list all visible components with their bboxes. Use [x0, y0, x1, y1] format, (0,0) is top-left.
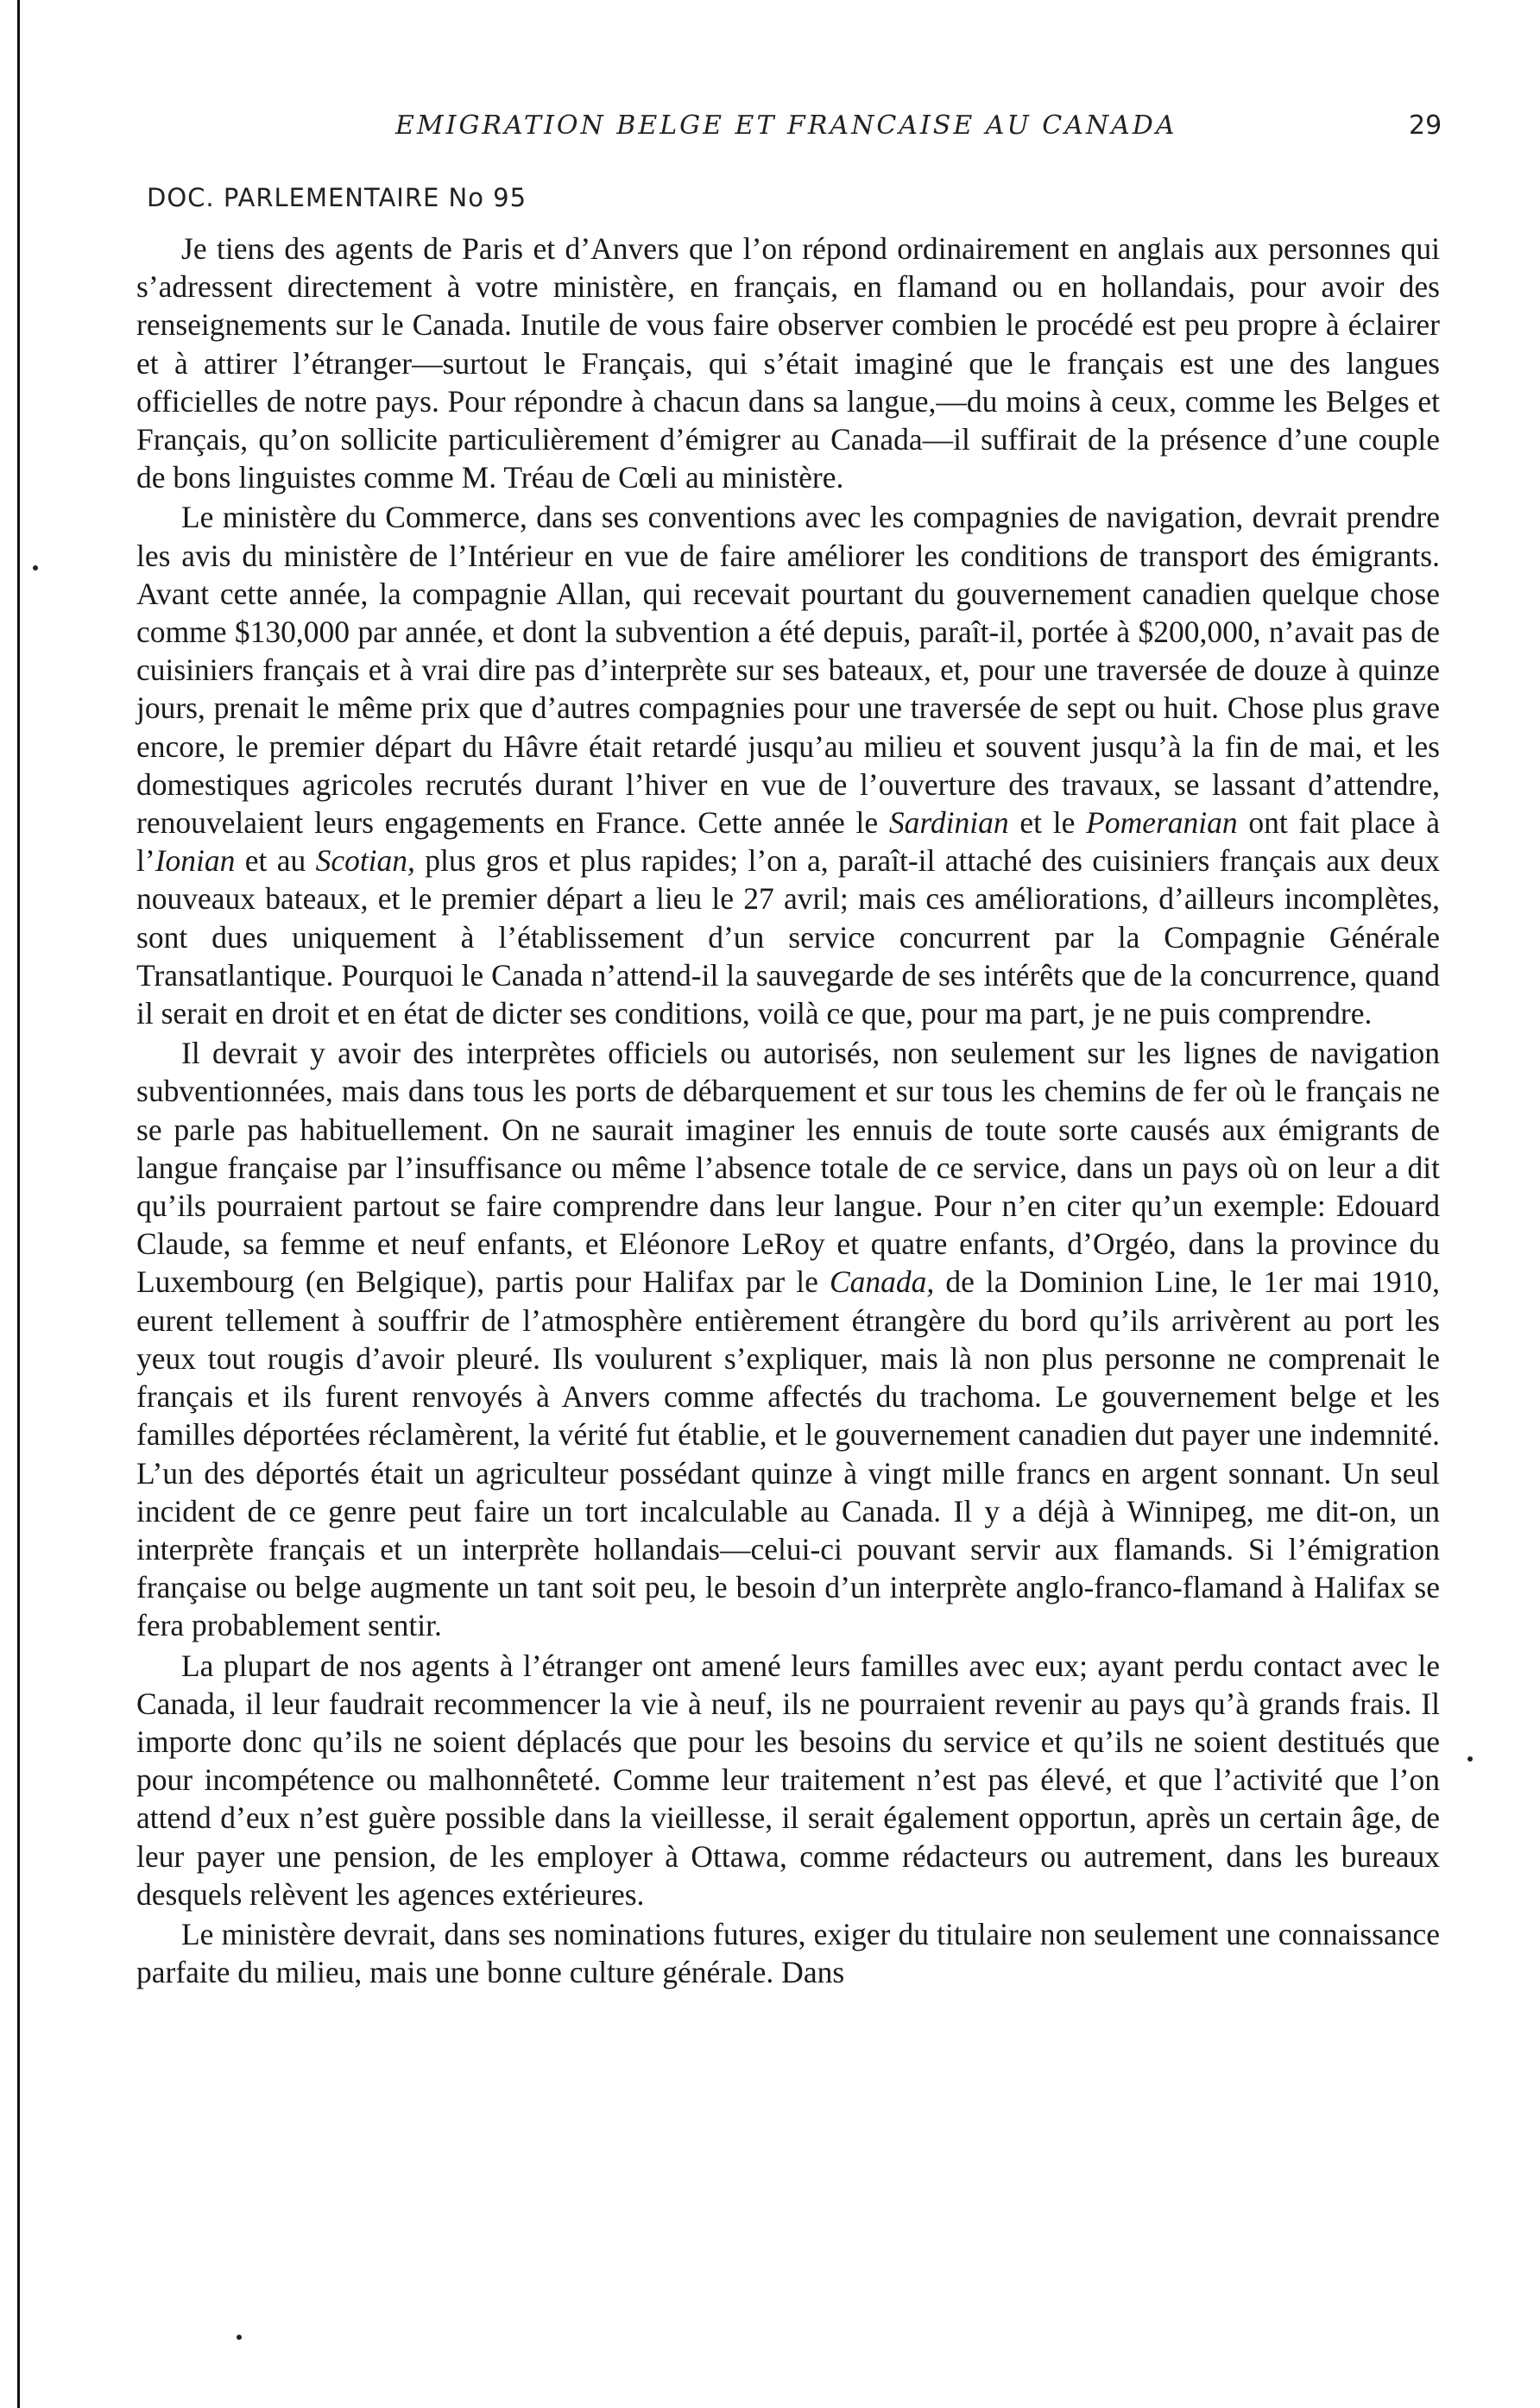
text-run: plus gros et plus rapides; l’on a, paraît-il attaché des cuisiniers français aux deux nouveaux bateaux, et le premier départ a lieu le 27 avril; mais ces améliorations, d’ailleurs incomplètes, sont dues uniquement à l’établissement d’un service concurrent par la Compagnie Générale Transatlantique. Pourquoi le Canada n’attend-il la sauvegarde de ses intérêts que de la concurrence, quand il serait en droit et en état de dicter ses conditions, voilà ce que, pour ma part, je ne puis comprendre. [136, 843, 1440, 1031]
paragraph [136, 498, 1440, 1032]
paragraph [136, 230, 1440, 496]
text-run: ont fait place à l’ [136, 805, 1441, 879]
page-edge-rule [17, 0, 20, 2408]
paragraph [136, 1647, 1440, 1913]
text-run: Il devrait y avoir des interprètes officiels ou autorisés, non seulement sur les lignes de navigation subventionnées, mais dans tous les ports de débarquement et sur tous les chemins de fer où le français ne se parle pas habituellement. On ne saurait imaginer les ennuis de toute sorte causés aux émigrants de langue française par l’insuffisance ou même l’absence totale de ce service, dans un pays où on leur a dit qu’ils pourraient partout se faire comprendre dans leur langue. Pour n’en citer qu’un exemple: Edouard Claude, sa femme et neuf enfants, et Eléonore LeRoy et quatre enfants, d’Orgéo, dans la province du Luxembourg (en Belgique), partis pour Halifax par le [136, 1036, 1440, 1300]
running-header [0, 110, 1540, 154]
page-number: 29 [1409, 110, 1442, 141]
italic-text: Scotian, [315, 843, 415, 879]
paragraph [136, 1034, 1440, 1644]
italic-text: Sardinian [888, 805, 1009, 841]
text-run: et au [235, 843, 316, 879]
text-run: Le ministère du Commerce, dans ses conventions avec les compagnies de navigation, devrait prendre les avis du ministère de l’Intérieur en vue de faire améliorer les conditions de transport des émigrants. Avant cette année, la compagnie Allan, qui recevait pourtant du gouvernement canadien quelque chose comme $130,000 par année, et dont la subvention a été depuis, paraît-il, portée à $200,000, n’avait pas de cuisiniers français et à vrai dire pas d’interprète sur ses bateaux, et, pour une traversée de douze à quinze jours, prenait le même prix que d’autres compagnies pour une traversée de sept ou huit. Chose plus grave encore, le premier départ du Hâvre était retardé jusqu’au milieu et souvent jusqu’à la fin de mai, et les domestiques agricoles recrutés durant l’hiver en vue de l’ouverture des travaux, se lassant d’attendre, renouvelaient leurs engagements en France. Cette année le [136, 500, 1440, 841]
text-run: Je tiens des agents de Paris et d’Anvers que l’on répond ordinairement en anglais aux personnes qui s’adressent directement à votre ministère, en français, en flamand ou en hollandais, pour avoir des renseignements sur le Canada. Inutile de vous faire observer combien le procédé est peu propre à éclairer et à attirer l’étranger—surtout le Français, qui s’était imaginé que le français est une des langues officielles de notre pays. Pour répondre à chacun dans sa langue,—du moins à ceux, comme les Belges et Français, qu’on sollicite particulièrement d’émigrer au Canada—il suffirait de la présence d’une couple de bons linguistes comme M. Tréau de Cœli au ministère. [136, 231, 1440, 495]
body-text [136, 230, 1440, 1991]
margin-dot [33, 565, 38, 570]
running-title: EMIGRATION BELGE ET FRANCAISE AU CANADA [395, 110, 1177, 141]
document-label: DOC. PARLEMENTAIRE No 95 [147, 183, 527, 212]
text-run: de la Dominion Line, le 1er mai 1910, eurent tellement à souffrir de l’atmosphère entièrement étrangère du bord qu’ils arrivèrent au port les yeux tout rougis d’avoir pleuré. Ils voulurent s’expliquer, mais là non plus personne ne comprenait le français et ils furent renvoyés à Anvers comme affectés du trachoma. Le gouvernement belge et les familles déportées réclamèrent, la vérité fut établie, et le gouvernement canadien dut payer une indemnité. L’un des déportés était un agriculteur possédant quinze à vingt mille francs en argent sonnant. Un seul incident de ce genre peut faire un tort incalculable au Canada. Il y a déjà à Winnipeg, me dit-on, un interprète français et un interprète hollandais—celui-ci pouvant servir aux flamands. Si l’émigration française ou belge augmente un tant soit peu, le besoin d’un interprète anglo-franco-flamand à Halifax se fera probablement sentir. [136, 1264, 1441, 1643]
text-run: et le [1008, 805, 1087, 841]
margin-dot [237, 2335, 242, 2340]
paragraph [136, 1915, 1440, 1991]
text-run: La plupart de nos agents à l’étranger ont amené leurs familles avec eux; ayant perdu contact avec le Canada, il leur faudrait recommencer la vie à neuf, ils ne pourraient revenir au pays qu’à grands frais. Il importe donc qu’ils ne soient déplacés que pour les besoins du service et qu’ils ne soient destitués que pour incompétence ou malhonnêteté. Comme leur traitement n’est pas élevé, et que l’activité que l’on attend d’eux n’est guère possible dans la vieillesse, il serait également opportun, après un certain âge, de leur payer une pension, de les employer à Ottawa, comme rédacteurs ou autrement, dans les bureaux desquels relèvent les agences extérieures. [136, 1648, 1440, 1912]
italic-text: Ionian [155, 843, 236, 879]
italic-text: Pomeranian [1086, 805, 1238, 841]
text-run: Le ministère devrait, dans ses nominations futures, exiger du titulaire non seulement une connaissance parfaite du milieu, mais une bonne culture générale. Dans [136, 1916, 1440, 1990]
italic-text: Canada, [829, 1264, 935, 1300]
margin-dot [1467, 1756, 1473, 1762]
